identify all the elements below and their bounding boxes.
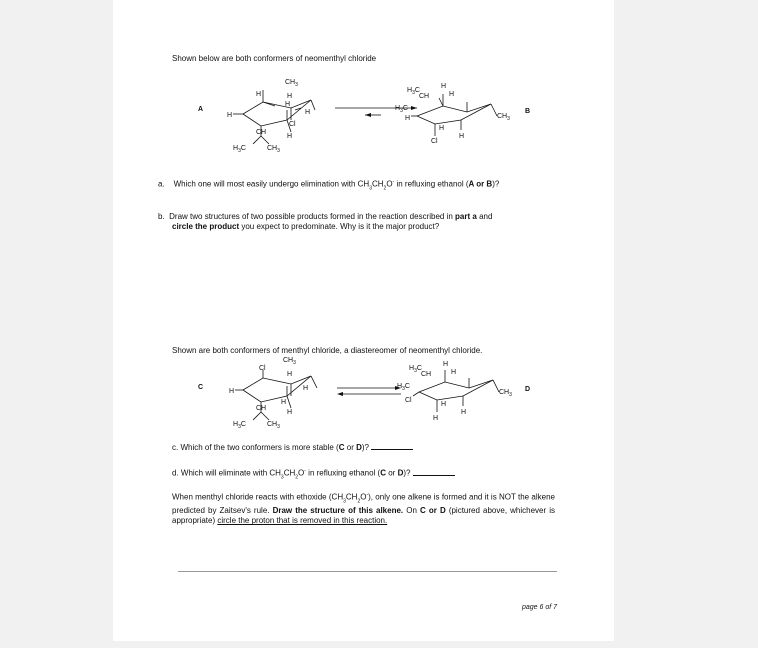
page-number: page 6 of 7 [521,604,557,611]
c-cl: Cl [259,365,266,372]
c-h-right: H [303,385,309,392]
a-h-left: H [227,112,233,119]
answer-blank-c[interactable] [371,442,413,450]
label-a: A [198,106,204,113]
d-h-mid: H [441,401,447,408]
b-h3c-top: $H_3C$ [407,87,420,96]
d-h-top2: H [451,369,457,376]
label-b: B [525,108,531,115]
b-h3c-left: $H_3C$ [395,105,408,114]
document-page [113,0,614,641]
question-b: b. Draw two structures of two possible products formed in the reaction described in part a and [158,212,493,221]
a-h-axial: H [287,93,293,100]
a-h-mid: H [285,101,291,108]
d-h3c-left: $H_3C$ [397,383,410,392]
a-ch3: $CH_3$ [285,79,298,88]
b-ch3: $CH_3$ [497,113,510,122]
a-h-right: H [305,109,311,116]
c-ch3: $CH_3$ [283,357,296,366]
paragraph-menthyl-elimination: When menthyl chloride reacts with ethoxide $(CH_3CH_2O^-)$, only one alkene is formed and it is NOT the alkene predicted by Zaitsev's rule. Draw the structure of this alkene. On C or D (pictured above, whichever is appropriate) circle the proton that is removed in this reaction. [172,492,556,526]
c-h-mid: H [281,399,287,406]
d-cl: Cl [405,397,412,404]
b-h-top: H [441,83,447,90]
question-d: d. Which will eliminate with $CH_3CH_2O^-$ in refluxing ethanol (C or D)? [172,466,455,482]
c-h-bottom: H [287,409,293,416]
label-d: D [525,386,531,393]
d-h-bottom: H [461,409,467,416]
question-a: a. Which one will most easily undergo elimination with $CH_3CH_2O^-$ in refluxing ethanol (A or B)? [158,179,500,192]
conformer-a-structure [225,74,335,154]
d-ch3: $CH_3$ [499,389,512,398]
b-cl: Cl [431,138,438,145]
answer-line [178,571,557,572]
c-h-axial: H [287,371,293,378]
intro-text-neomenthyl: Shown below are both conformers of neomenthyl chloride [172,54,377,63]
a-h-bottom: H [287,133,293,140]
answer-blank-d[interactable] [413,468,455,476]
d-h3c-top: $H_3C$ [409,365,422,374]
b-h-bottom: H [459,133,465,140]
d-ch: CH [421,371,432,378]
label-c: C [198,384,204,391]
b-h-mid: H [439,125,445,132]
a-h-top: H [256,91,262,98]
intro-text-menthyl: Shown are both conformers of menthyl chloride, a diastereomer of neomenthyl chloride. [172,346,483,355]
conformer-c-structure [225,352,335,432]
c-h-left: H [229,388,235,395]
conformer-d-structure [395,358,525,428]
a-h3c: $H_3C$ [233,145,246,154]
d-h-top: H [443,361,449,368]
c-ch: CH [256,405,267,412]
d-h-bottom-left: H [433,415,439,422]
question-b-line2: circle the product you expect to predominate. Why is it the major product? [172,222,440,231]
c-h3c: $H_3C$ [233,421,246,430]
b-ch: CH [419,93,430,100]
conformer-b-structure [393,80,523,150]
b-h-left: H [405,115,411,122]
c-ch3-bottom: $CH_3$ [267,421,280,430]
question-c: c. Which of the two conformers is more stable (C or D)? [172,442,413,453]
a-cl: Cl [289,121,296,128]
a-ch3-bottom: $CH_3$ [267,145,280,154]
b-h-top2: H [449,91,455,98]
a-ch: CH [256,129,267,136]
